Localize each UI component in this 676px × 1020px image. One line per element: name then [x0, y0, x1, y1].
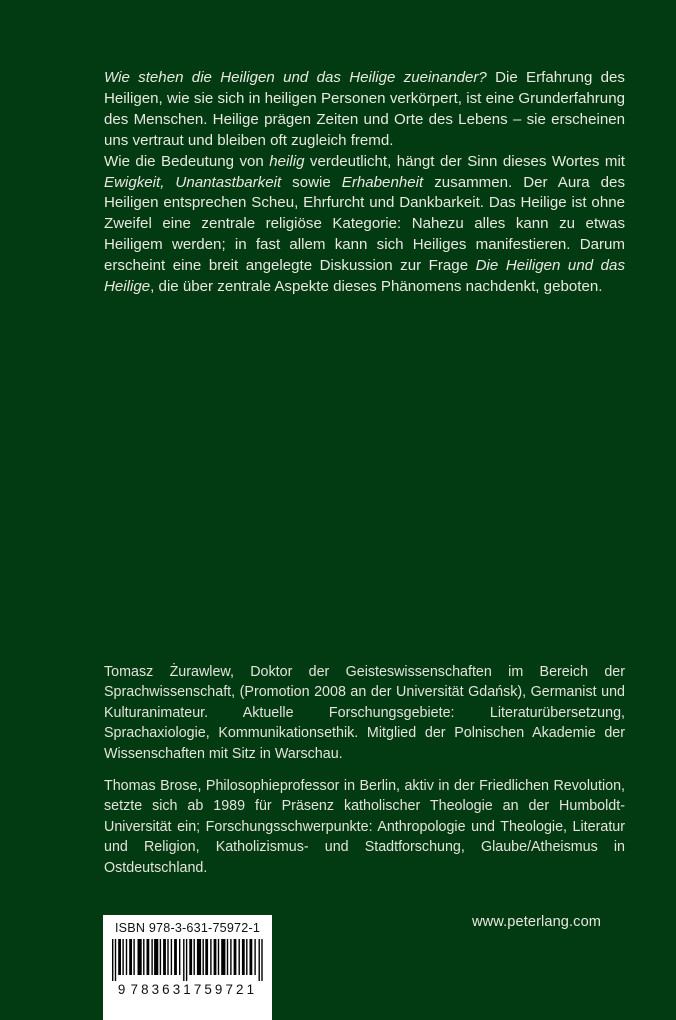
blurb-p2-seg-1: Wie die Bedeutung von: [104, 152, 270, 170]
blurb-paragraph-1-text: Die Erfahrung des Heiligen, wie sie sich in heiligen Personen verkörpert, ist eine Grunderfahrung des Menschen. Heilige prägen Zeiten und Orte des Lebens – sie erscheinen uns vertraut und bleiben oft zugleich fremd.: [104, 69, 625, 149]
blurb-p2-italic-title: Die Heiligen und das Heilige: [104, 257, 625, 296]
barcode-digits-group-2: 759721: [193, 982, 258, 997]
blurb-p2-italic-erhabenheit: Erhabenheit: [341, 173, 424, 191]
blurb-p2-seg-5: , die über zentrale Aspekte dieses Phänomens nachdenkt, geboten.: [150, 278, 603, 296]
author-bios-block: [104, 662, 625, 878]
blurb-paragraph-2: [104, 152, 625, 298]
blurb-p2-seg-4: zusammen. Der Aura des Heiligen entsprechen Scheu, Ehrfurcht und Dankbarkeit. Das Heilige ist ohne Zweifel eine zentrale religiöse Kategorie: Nahezu alles kann zu etwas Heiligem werden; in fast allem kann sich Heiliges manifestieren. Darum erscheint eine breit angelegte Diskussion zur Frage: [104, 173, 625, 275]
blurb-text-block: [104, 68, 625, 298]
blurb-paragraph-1: [104, 68, 625, 152]
publisher-website-url[interactable]: www.peterlang.com: [472, 914, 602, 930]
ean13-barcode-digits: [112, 982, 263, 997]
blurb-lead-italic: Wie stehen die Heiligen und das Heilige zueinander?: [104, 69, 487, 86]
barcode-digits-group-1: 783631: [130, 982, 194, 997]
isbn-number-label: ISBN 978-3-631-75972-1: [114, 921, 261, 935]
ean13-barcode-image: [112, 939, 263, 981]
author-bio-brose: Thomas Brose, Philosophieprofessor in Berlin, aktiv in der Friedlichen Revolution, setzte sich ab 1989 für Präsenz katholischer Theologie an der Humboldt-Universität ein; Forschungsschwerpunkte: Anthropologie und Theologie, Literatur und Religion, Katholizismus- und Stadtforschung, Glaube/Atheismus in Ostdeutschland.: [104, 778, 625, 876]
blurb-p2-italic-heilig: heilig: [269, 152, 305, 170]
blurb-p2-seg-3: sowie: [281, 173, 342, 191]
isbn-barcode-block: [103, 915, 272, 1020]
blurb-p2-seg-2: verdeutlicht, hängt der Sinn dieses Wortes mit: [304, 152, 625, 170]
blurb-p2-italic-ewigkeit: Ewigkeit, Unantastbarkeit: [104, 173, 282, 191]
barcode-digit-lead: 9: [117, 982, 126, 997]
author-bio-zurawlew: Tomasz Żurawlew, Doktor der Geisteswissenschaften im Bereich der Sprachwissenschaft, (Promotion 2008 an der Universität Gdańsk), Germanist und Kulturanimateur. Aktuelle Forschungsgebiete: Literaturübersetzung, Sprachaxiologie, Kommunikationsethik. Mitglied der Polnischen Akademie der Wissenschaften mit Sitz in Warschau.: [104, 664, 625, 762]
